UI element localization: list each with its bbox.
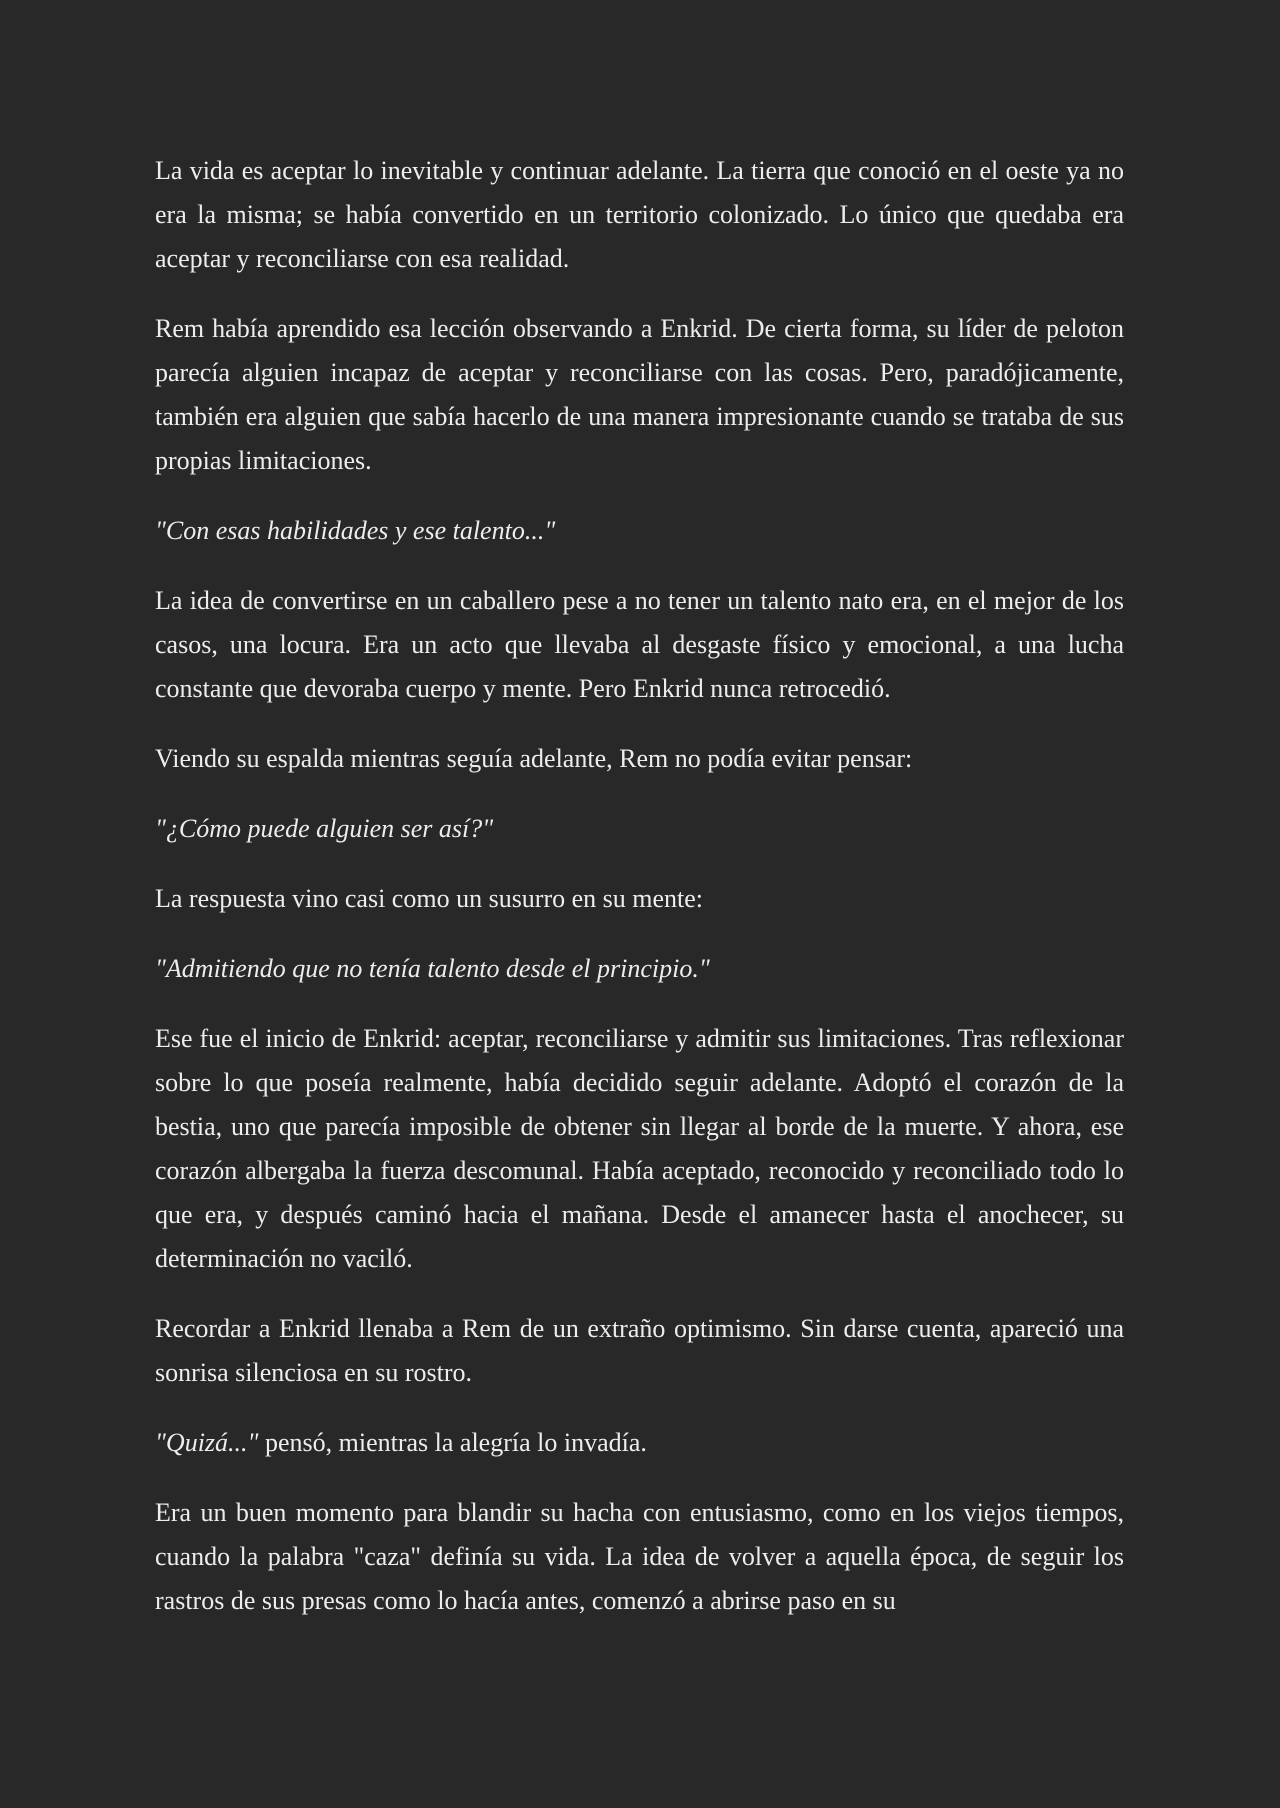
paragraph-8 [155, 1421, 1124, 1465]
paragraph-8-text: pensó, mientras la alegría lo invadía. [258, 1428, 647, 1457]
paragraph-6: Ese fue el inicio de Enkrid: aceptar, reconciliarse y admitir sus limitaciones. Tras reflexionar sobre lo que poseía realmente, había decidido seguir adelante. Adoptó el corazón de la bestia, uno que parecía imposible de obtener sin llegar al borde de la muerte. Y ahora, ese corazón albergaba la fuerza descomunal. Había aceptado, reconocido y reconciliado todo lo que era, y después caminó hacia el mañana. Desde el amanecer hasta el anochecer, su determinación no vaciló. [155, 1024, 1124, 1273]
paragraph-7: Recordar a Enkrid llenaba a Rem de un extraño optimismo. Sin darse cuenta, apareció una sonrisa silenciosa en su rostro. [155, 1314, 1124, 1387]
inner-thought-1: "Con esas habilidades y ese talento..." [155, 516, 556, 545]
paragraph-4: Viendo su espalda mientras seguía adelante, Rem no podía evitar pensar: [155, 744, 913, 773]
paragraph-5: La respuesta vino casi como un susurro en su mente: [155, 884, 704, 913]
paragraph-2: Rem había aprendido esa lección observando a Enkrid. De cierta forma, su líder de peloton parecía alguien incapaz de aceptar y reconciliarse con las cosas. Pero, paradójicamente, también era alguien que sabía hacerlo de una manera impresionante cuando se trataba de sus propias limitaciones. [155, 314, 1124, 475]
paragraph-1: La vida es aceptar lo inevitable y continuar adelante. La tierra que conoció en el oeste ya no era la misma; se había convertido en un territorio colonizado. Lo único que quedaba era aceptar y reconciliarse con esa realidad. [155, 156, 1124, 273]
inner-thought-3: "Admitiendo que no tenía talento desde el principio." [155, 954, 710, 983]
reading-pane [155, 149, 1124, 1623]
inner-thought-4: "Quizá..." [155, 1428, 259, 1457]
paragraph-3: La idea de convertirse en un caballero pese a no tener un talento nato era, en el mejor de los casos, una locura. Era un acto que llevaba al desgaste físico y emocional, a una lucha constante que devoraba cuerpo y mente. Pero Enkrid nunca retrocedió. [155, 586, 1124, 703]
inner-thought-2: "¿Cómo puede alguien ser así?" [155, 814, 494, 843]
paragraph-9: Era un buen momento para blandir su hacha con entusiasmo, como en los viejos tiempos, cuando la palabra "caza" definía su vida. La idea de volver a aquella época, de seguir los rastros de sus presas como lo hacía antes, comenzó a abrirse paso en su [155, 1498, 1124, 1615]
